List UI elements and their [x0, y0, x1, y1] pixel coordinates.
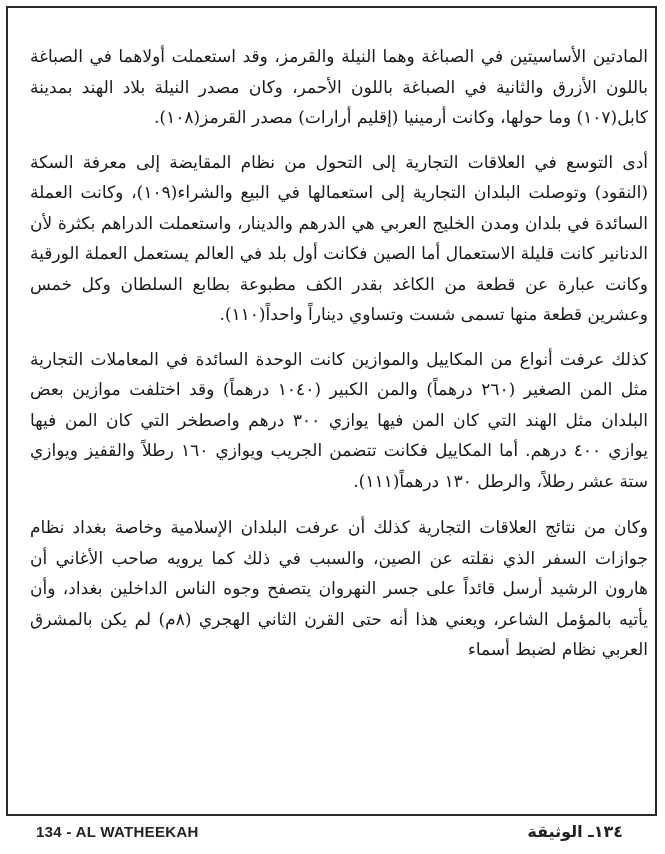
page-frame: [6, 6, 657, 816]
footer-page-number-latin: 134 - AL WATHEEKAH: [36, 824, 199, 841]
page-footer: [6, 820, 657, 848]
article-body: [30, 42, 648, 688]
footer-page-number-arabic: ١٣٤ـ الوثيقة: [527, 822, 623, 841]
paragraph-3: كذلك عرفت أنواع من المكاييل والموازين كانت الوحدة السائدة في المعاملات التجارية مثل المن الصغير (٢٦٠ درهماً) والمن الكبير (١٠٤٠ درهماً) وقد اختلفت موازين بعض البلدان مثل الهند التي كان المن فيها يوازي ٣٠٠ درهم واصطخر التي كان المن فيها يوازي ٤٠٠ درهم. أما المكاييل فكانت تتضمن الجريب ويوازي ١٦٠ رطلاً والقفيز ويوازي ستة عشر رطلاً، والرطل ١٣٠ درهماً(١١١).: [30, 349, 649, 492]
paragraph-4: وكان من نتائج العلاقات التجارية كذلك أن عرفت البلدان الإسلامية وخاصة بغداد نظام جوازات السفر الذي نقلته عن الصين، والسبب في ذلك كما يرويه صاحب الأغاني أن هارون الرشيد أرسل قائداً على جسر النهروان يتصفح وجوه الناس الداخلين بغداد، وأن يأتيه بالمؤمل الشاعر، ويعني هذا أنه حتى القرن الثاني الهجري (٨م) لم يكن بالمشرق العربي نظام لضبط أسماء: [30, 518, 648, 660]
paragraph-2: أدى التوسع في العلاقات التجارية إلى التحول من نظام المقايضة إلى معرفة السكة (النقود) وتوصلت البلدان التجارية إلى استعمالها في البيع والشراء(١٠٩)، وكانت العملة السائدة في بلدان ومدن الخليج العربي هي الدرهم والدينار، واستعملت الدراهم بكثرة لأن الدنانير كانت قليلة الاستعمال أما الصين فكانت أول بلد في العالم يستعمل العملة الورقية وكانت عبارة عن قطعة من الكاغد بقدر الكف مطبوعة بطابع السلطان وكل خمس وعشرين قطعة منها تسمى شست وتساوي ديناراً واحداً(١١٠).: [30, 152, 648, 325]
paragraph-1: المادتين الأساسيتين في الصباغة وهما النيلة والقرمز، وقد استعملت أولاهما في الصباغة باللون الأزرق والثانية في الصباغة باللون الأحمر، وكان مصدر النيلة بلاد الهند بمدينة كابل(١٠٧) وما حولها، وكانت أرمينيا (إقليم أرارات) مصدر القرمز(١٠٨).: [30, 47, 648, 128]
